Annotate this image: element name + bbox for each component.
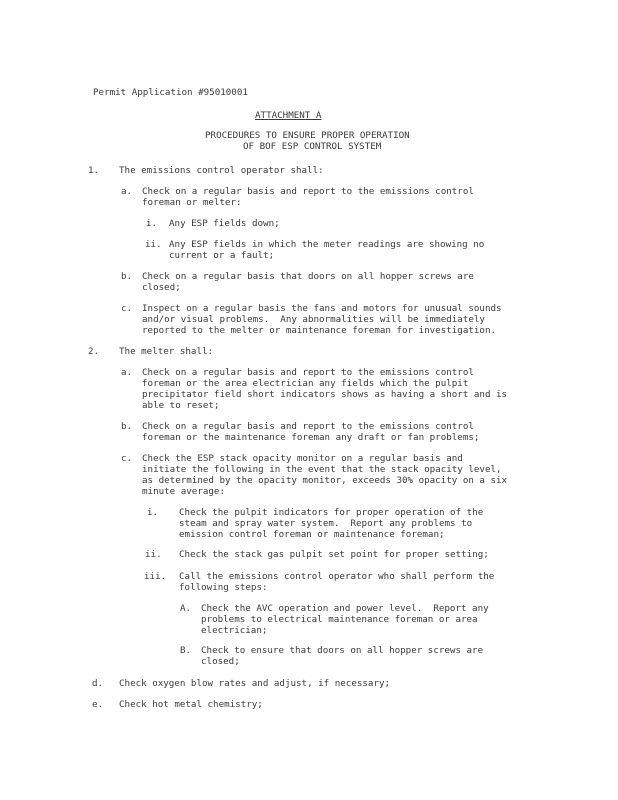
item-1a-line-2: foreman or melter: — [142, 197, 242, 208]
item-2e-label: e. — [92, 699, 104, 710]
item-2c-i-line-2: steam and spray water system. Report any problems to — [179, 518, 473, 529]
item-2a-label: a. — [121, 367, 133, 378]
section-1-number: 1. — [88, 165, 100, 176]
item-1b-line-1: Check on a regular basis that doors on all hopper screws are — [142, 271, 474, 282]
item-2b-label: b. — [121, 421, 133, 432]
item-2c-line-2: initiate the following in the event that the stack opacity level, — [142, 464, 502, 475]
attachment-heading: ATTACHMENT A — [255, 110, 322, 121]
item-2b-line-2: foreman or the maintenance foreman any draft or fan problems; — [142, 432, 480, 443]
item-2e-line-1: Check hot metal chemistry; — [119, 699, 263, 710]
item-2c-i-line-3: emission control foreman or maintenance foreman; — [179, 529, 445, 540]
section-2-heading: The melter shall: — [119, 346, 214, 357]
item-1a-line-1: Check on a regular basis and report to the emissions control — [142, 186, 474, 197]
item-1a-i-label: i. — [146, 218, 158, 229]
item-1b-line-2: closed; — [142, 282, 181, 293]
item-2c-iii-line-2: following steps: — [179, 582, 268, 593]
item-2c-i-label: i. — [147, 507, 159, 518]
item-2c-ii-line-1: Check the stack gas pulpit set point for proper setting; — [179, 549, 489, 560]
item-2a-line-1: Check on a regular basis and report to the emissions control — [142, 367, 474, 378]
item-2c-iii-line-1: Call the emissions control operator who shall perform the — [179, 571, 495, 582]
item-2a-line-4: able to reset; — [142, 400, 220, 411]
item-2c-iii-A-line-2: problems to electrical maintenance foreman or area — [201, 614, 478, 625]
item-2a-line-2: foreman or the area electrician any fields which the pulpit — [142, 378, 469, 389]
item-1c-line-3: reported to the melter or maintenance foreman for investigation. — [142, 325, 497, 336]
item-1c-line-2: and/or visual problems. Any abnormalities will be immediately — [142, 314, 485, 325]
item-2c-line-1: Check the ESP stack opacity monitor on a regular basis and — [142, 453, 463, 464]
item-2c-iii-B-line-1: Check to ensure that doors on all hopper screws are — [201, 645, 484, 656]
item-1a-i-line-1: Any ESP fields down; — [169, 218, 280, 229]
item-2c-iii-label: iii. — [144, 571, 167, 582]
item-2c-iii-B-label: B. — [180, 645, 192, 656]
item-1b-label: b. — [121, 271, 133, 282]
item-2a-line-3: precipitator field short indicators shows as having a short and is — [142, 389, 508, 400]
item-1a-ii-line-1: Any ESP fields in which the meter readings are showing no — [169, 239, 485, 250]
item-2c-ii-label: ii. — [145, 549, 162, 560]
item-2d-label: d. — [92, 678, 104, 689]
item-1c-label: c. — [121, 303, 133, 314]
item-2b-line-1: Check on a regular basis and report to the emissions control — [142, 421, 474, 432]
item-1c-line-1: Inspect on a regular basis the fans and motors for unusual sounds — [142, 303, 502, 314]
item-1a-ii-label: ii. — [145, 239, 162, 250]
item-2c-iii-A-line-3: electrician; — [201, 625, 268, 636]
section-2-number: 2. — [88, 346, 100, 357]
item-2d-line-1: Check oxygen blow rates and adjust, if necessary; — [119, 678, 391, 689]
item-2c-iii-A-line-1: Check the AVC operation and power level. Report any — [201, 603, 489, 614]
section-1-heading: The emissions control operator shall: — [119, 165, 324, 176]
document-title-line-1: PROCEDURES TO ENSURE PROPER OPERATION — [205, 130, 410, 141]
item-2c-line-3: as determined by the opacity monitor, exceeds 30% opacity on a six — [142, 475, 508, 486]
item-1a-label: a. — [121, 186, 133, 197]
item-2c-iii-B-line-2: closed; — [201, 656, 240, 667]
item-2c-line-4: minute average: — [142, 486, 225, 497]
item-1a-ii-line-2: current or a fault; — [169, 250, 275, 261]
item-2c-label: c. — [121, 453, 133, 464]
permit-number: Permit Application #95010001 — [93, 87, 248, 98]
item-2c-iii-A-label: A. — [180, 603, 192, 614]
document-title-line-2: OF BOF ESP CONTROL SYSTEM — [243, 141, 382, 152]
item-2c-i-line-1: Check the pulpit indicators for proper operation of the — [179, 507, 484, 518]
